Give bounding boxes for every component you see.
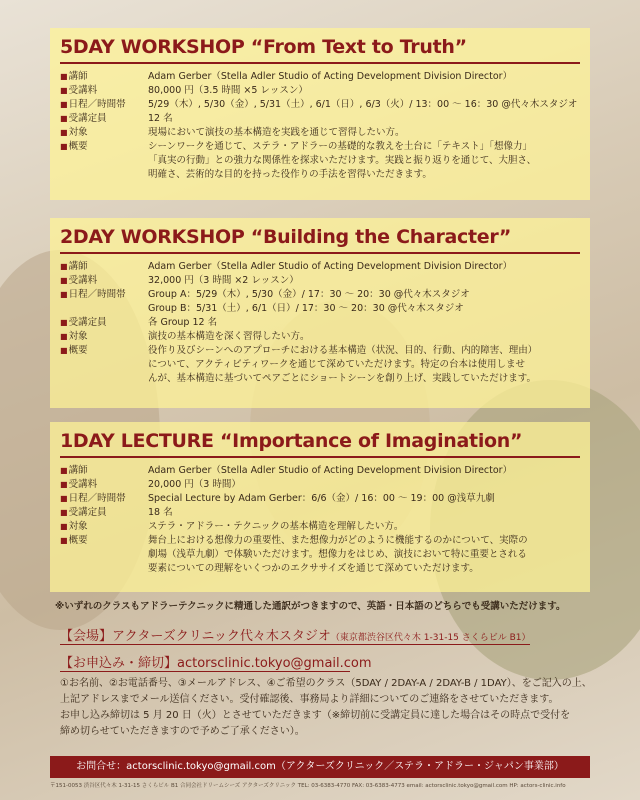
venue-heading: 【会場】アクターズクリニック代々木スタジオ（東京都渋谷区代々木 1-31-15 さくらビル B1） (60, 629, 531, 644)
workshop-2day-details: ■講師 Adam Gerber（Stella Adler Studio of Acting Development Division Director） ■受講料 32,000 円（3 時間 ×2 レッスン） ■日程／時間帯 Group A：5/29（木）, 5/30（金）/ 17：30 〜 20：30 @代々木スタジオ Group B：5/31（土）, 6/1（日）/ 17：30 〜 20：30 @代々木スタジオ ■受講定員 各 Group 12 名 ■対象 演技の基本構造を深く習得したい方。 ■概要 役作り及びシーンへのアプローチにおける基本構造（状況、目的、行動、内的障害、理由） について、アクティビティワークを通じて深めていただけます。特定の台本は使用しませ んが、基本構造に基づいてペアごとにショートシーンを創り上げ、実践していただけます。 (60, 261, 538, 384)
workshop-5day-title: 5DAY WORKSHOP “From Text to Truth” (60, 36, 467, 58)
application-instructions: ①お名前、②お電話番号、③メールアドレス、④ご希望のクラス（5DAY / 2DAY-A / 2DAY-B / 1DAY）、をご記入の上、 上記アドレスまでメール送信ください。受付確認後、事務局より詳細についてのご連絡をさせていただきます。 お申し込み締切は 5 月 20 日（火）とさせていただきます（※締切前に受講定員に達した場合はその時点で受付を 締め切らせていただきますので予めご了承ください）。 (60, 678, 592, 737)
lecture-1day-panel (50, 422, 590, 592)
bullet-square-icon: ■ (60, 72, 68, 81)
workshop-5day-panel (50, 28, 590, 200)
contact-footer: お問合せ：actorsclinic.tokyo@gmail.com（アクターズクリニック／ステラ・アドラー・ジャパン事業部） (50, 756, 590, 778)
workshop-2day-title: 2DAY WORKSHOP “Building the Character” (60, 226, 512, 248)
divider (60, 644, 530, 645)
divider (60, 671, 350, 672)
venue-address: （東京都渋谷区代々木 1-31-15 さくらビル B1） (330, 633, 531, 643)
divider (60, 456, 580, 458)
company-address-line: 〒151-0053 渋谷区代々木 1-31-15 さくらビル B1 合同会社ドリームシーズ アクターズクリニック TEL: 03-6383-4770 FAX: 03-6383-4773 email: actorsclinic.tokyo@gmail.com HP: actors-clinic.info (50, 783, 566, 789)
divider (60, 252, 580, 254)
workshop-2day-panel (50, 218, 590, 408)
lecture-1day-title: 1DAY LECTURE “Importance of Imagination” (60, 430, 523, 452)
workshop-5day-details: ■講師 Adam Gerber（Stella Adler Studio of Acting Development Division Director） ■受講料 80,000 円（3.5 時間 ×5 レッスン） ■日程／時間帯 5/29（木）, 5/30（金）, 5/31（土）, 6/1（日）, 6/3（火）/ 13：00 〜 16：30 @代々木スタジオ ■受講定員 12 名 ■対象 現場において演技の基本構造を実践を通じて習得したい方。 ■概要 シーンワークを通じて、ステラ・アドラーの基礎的な教えを土台に「テキスト」「想像力」 「真実の行動」との強力な関係性を探求いただけます。実践と振り返りを通じて、大胆さ、 明確さ、芸術的な目的を持った役作りの手法を習得いただきます。 (60, 71, 578, 180)
apply-email-link[interactable]: 【お申込み・締切】actorsclinic.tokyo@gmail.com (60, 656, 372, 671)
divider (60, 62, 580, 64)
interpreter-note: ※いずれのクラスもアドラーテクニックに精通した通訳がつきますので、英語・日本語のどちらでも受講いただけます。 (55, 601, 566, 612)
lecture-1day-details: ■講師 Adam Gerber（Stella Adler Studio of Acting Development Division Director） ■受講料 20,000 円（3 時間） ■日程／時間帯 Special Lecture by Adam Gerber：6/6（金）/ 16：00 〜 19：00 @浅草九劇 ■受講定員 18 名 ■対象 ステラ・アドラー・テクニックの基本構造を理解したい方。 ■概要 舞台上における想像力の重要性、また想像力がどのように機能するのかについて、実際の 劇場（浅草九劇）で体験いただけます。想像力をはじめ、演技において特に重要とされる 要素についての理解をいくつかのエクササイズを通じて深めていただけます。 (60, 465, 528, 574)
